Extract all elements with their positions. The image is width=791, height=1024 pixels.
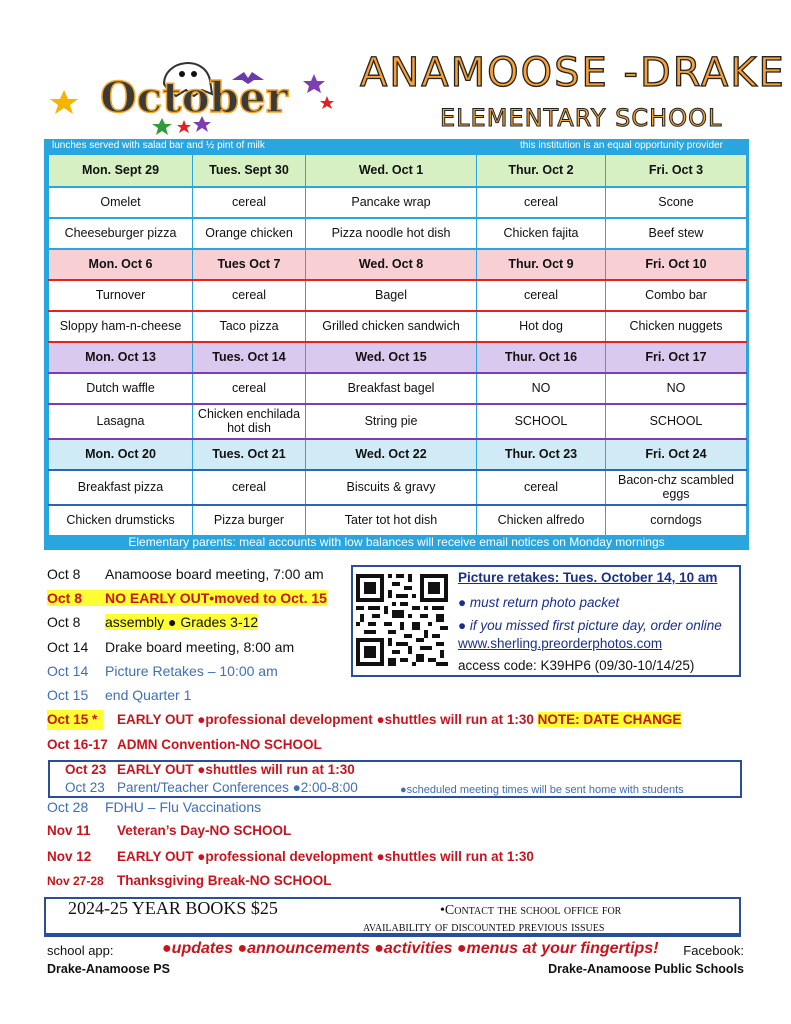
menu-day: Mon. Oct 6 <box>49 249 193 280</box>
event-note: NOTE: DATE CHANGE <box>537 712 682 727</box>
event-text: EARLY OUT ●professional development ●shuttles will run at 1:30 <box>117 849 534 864</box>
event-text: ADMN Convention-NO SCHOOL <box>117 737 322 752</box>
october-logo-art <box>44 50 344 136</box>
qr-code-icon[interactable] <box>356 574 448 666</box>
retake-access-code: access code: K39HP6 (09/30-10/14/25) <box>458 658 695 673</box>
school-app-label: school app: <box>47 943 114 958</box>
menu-item: cereal <box>193 187 306 218</box>
menu-day: Mon. Oct 13 <box>49 342 193 373</box>
yearbook-note-line1: •Contact the school office for <box>440 903 622 918</box>
event-text: NO EARLY OUT•moved to Oct. 15 <box>105 590 327 606</box>
menu-item: Chicken alfredo <box>477 505 606 536</box>
event-date: Oct 28 <box>47 799 89 815</box>
menu-day: Fri. Oct 10 <box>606 249 747 280</box>
qr-code-art <box>356 574 448 666</box>
event-date: Nov 27-28 <box>47 874 104 888</box>
event-text: Picture Retakes – 10:00 am <box>105 663 278 679</box>
menu-item: Lasagna <box>49 404 193 439</box>
star-icon <box>50 90 78 114</box>
menu-day: Fri. Oct 24 <box>606 439 747 470</box>
menu-day: Tues. Oct 14 <box>193 342 306 373</box>
menu-item: Turnover <box>49 280 193 311</box>
menu-day: Tues Oct 7 <box>193 249 306 280</box>
menu-item: Beef stew <box>606 218 747 249</box>
menu-day: Fri. Oct 3 <box>606 155 747 187</box>
menu-item: Grilled chicken sandwich <box>306 311 477 342</box>
menu-item: Pizza noodle hot dish <box>306 218 477 249</box>
event-row <box>47 612 258 632</box>
menu-item: cereal <box>477 280 606 311</box>
menu-item: cereal <box>193 373 306 404</box>
menu-day: Wed. Oct 8 <box>306 249 477 280</box>
school-name-line1: ANAMOOSE -DRAKE <box>360 50 786 96</box>
event-date: Oct 23 <box>65 762 107 777</box>
event-row <box>47 637 294 657</box>
menu-item: SCHOOL <box>477 404 606 439</box>
event-date: Oct 14 <box>47 663 89 679</box>
menu-item: Chicken enchilada hot dish <box>193 404 306 439</box>
menu-grid <box>48 154 746 535</box>
menu-item: Bagel <box>306 280 477 311</box>
menu-note-equal-opportunity: this institution is an equal opportunity provider <box>520 140 723 151</box>
menu-item: Hot dog <box>477 311 606 342</box>
menu-breakfast-row <box>49 187 747 218</box>
menu-week-header <box>49 249 747 280</box>
menu-note-milk: lunches served with salad bar and ½ pint of milk <box>52 140 265 151</box>
menu-breakfast-row <box>49 373 747 404</box>
menu-item: Omelet <box>49 187 193 218</box>
menu-item: Tater tot hot dish <box>306 505 477 536</box>
event-text: EARLY OUT ●professional development ●shuttles will run at 1:30 <box>117 712 534 727</box>
menu-day: Thur. Oct 9 <box>477 249 606 280</box>
menu-breakfast-row <box>49 280 747 311</box>
menu-item: Chicken nuggets <box>606 311 747 342</box>
event-row <box>47 735 322 755</box>
menu-item: Chicken fajita <box>477 218 606 249</box>
menu-day: Mon. Sept 29 <box>49 155 193 187</box>
menu-item: NO <box>477 373 606 404</box>
menu-day: Mon. Oct 20 <box>49 439 193 470</box>
event-date: Nov 11 <box>47 823 91 838</box>
event-date: Oct 8 <box>47 614 81 630</box>
october-logo-text: October <box>100 73 288 122</box>
event-date: Oct 14 <box>47 639 89 655</box>
menu-item: Breakfast bagel <box>306 373 477 404</box>
menu-item: Breakfast pizza <box>49 470 193 505</box>
menu-item: Chicken drumsticks <box>49 505 193 536</box>
event-note: ●scheduled meeting times will be sent home with students <box>400 784 684 796</box>
facebook-label: Facebook: <box>683 943 744 958</box>
event-text: end Quarter 1 <box>105 687 192 703</box>
menu-week-header <box>49 439 747 470</box>
menu-item: Dutch waffle <box>49 373 193 404</box>
event-date: Nov 12 <box>47 849 92 864</box>
event-date: Oct 15 * <box>47 710 103 730</box>
menu-item: Orange chicken <box>193 218 306 249</box>
menu-table <box>48 154 747 536</box>
menu-day: Tues. Sept 30 <box>193 155 306 187</box>
menu-week-header <box>49 155 747 187</box>
event-row <box>47 685 191 705</box>
event-text: FDHU – Flu Vaccinations <box>105 799 262 815</box>
retake-order-link[interactable]: www.sherling.preorderphotos.com <box>458 636 663 651</box>
menu-day: Wed. Oct 15 <box>306 342 477 373</box>
event-text: assembly ● Grades 3-12 <box>105 614 259 630</box>
menu-item: NO <box>606 373 747 404</box>
menu-item: Cheeseburger pizza <box>49 218 193 249</box>
star-icon <box>303 74 325 93</box>
event-date: Oct 23 <box>65 780 105 795</box>
event-row <box>47 564 324 584</box>
event-text: Anamoose board meeting, 7:00 am <box>105 566 324 582</box>
menu-day: Thur. Oct 2 <box>477 155 606 187</box>
event-row <box>47 588 327 608</box>
menu-item: cereal <box>477 187 606 218</box>
retake-line-order: ● if you missed first picture day, order online <box>458 618 722 633</box>
menu-item: Biscuits & gravy <box>306 470 477 505</box>
event-row <box>65 778 358 798</box>
event-row <box>47 871 332 891</box>
october-logo <box>44 50 344 136</box>
menu-day: Thur. Oct 16 <box>477 342 606 373</box>
menu-item: Sloppy ham-n-cheese <box>49 311 193 342</box>
event-date: Oct 16-17 <box>47 737 108 752</box>
menu-item: Taco pizza <box>193 311 306 342</box>
retake-title: Picture retakes: Tues. October 14, 10 am <box>458 570 718 585</box>
menu-lunch-row <box>49 311 747 342</box>
menu-item: SCHOOL <box>606 404 747 439</box>
menu-item: cereal <box>193 470 306 505</box>
event-row <box>47 797 261 817</box>
menu-item: Bacon-chz scambled eggs <box>606 470 747 505</box>
menu-item: Pancake wrap <box>306 187 477 218</box>
menu-item: cereal <box>477 470 606 505</box>
menu-week-header <box>49 342 747 373</box>
retake-line-packet: ● must return photo packet <box>458 595 620 610</box>
menu-item: Scone <box>606 187 747 218</box>
event-row <box>47 661 278 681</box>
event-date: Oct 15 <box>47 687 89 703</box>
menu-item: Combo bar <box>606 280 747 311</box>
app-slogan: ●updates ●announcements ●activities ●menus at your fingertips! <box>162 940 659 957</box>
event-row <box>65 760 355 780</box>
menu-day: Thur. Oct 23 <box>477 439 606 470</box>
menu-day: Tues. Oct 21 <box>193 439 306 470</box>
event-text: EARLY OUT ●shuttles will run at 1:30 <box>117 762 355 777</box>
menu-lunch-row <box>49 505 747 536</box>
event-date: Oct 8 <box>47 566 81 582</box>
event-text: Parent/Teacher Conferences ●2:00-8:00 <box>117 780 358 795</box>
event-row <box>47 710 681 730</box>
event-row <box>47 821 291 841</box>
menu-item: Pizza burger <box>193 505 306 536</box>
menu-breakfast-row <box>49 470 747 505</box>
event-text: Veteran’s Day-NO SCHOOL <box>117 823 292 838</box>
menu-lunch-row <box>49 404 747 439</box>
menu-lunch-row <box>49 218 747 249</box>
menu-item: cereal <box>193 280 306 311</box>
star-icon <box>320 96 334 109</box>
yearbook-note-line2: availability of discounted previous issues <box>363 920 605 935</box>
event-row <box>47 847 534 867</box>
yearbook-title: 2024-25 YEAR BOOKS $25 <box>68 898 278 918</box>
menu-day: Wed. Oct 1 <box>306 155 477 187</box>
event-text: Drake board meeting, 8:00 am <box>105 639 295 655</box>
facebook-page-name[interactable]: Drake-Anamoose Public Schools <box>548 962 744 976</box>
menu-footer-notice: Elementary parents: meal accounts with low balances will receive email notices on Monday mornings <box>128 535 665 549</box>
event-date: Oct 8 <box>47 590 83 606</box>
menu-day: Fri. Oct 17 <box>606 342 747 373</box>
menu-item: corndogs <box>606 505 747 536</box>
menu-day: Wed. Oct 22 <box>306 439 477 470</box>
school-app-name: Drake-Anamoose PS <box>47 962 170 976</box>
event-text: Thanksgiving Break-NO SCHOOL <box>117 873 332 888</box>
menu-item: String pie <box>306 404 477 439</box>
school-name-line2: ELEMENTARY SCHOOL <box>440 104 723 132</box>
